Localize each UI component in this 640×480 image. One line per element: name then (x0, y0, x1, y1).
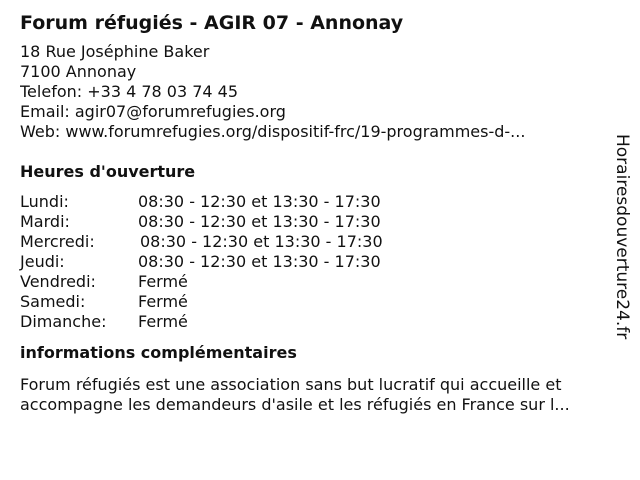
site-watermark: Horairesdouverture24.fr (612, 134, 632, 340)
hours-day: Dimanche: (20, 312, 107, 331)
info-line: Forum réfugiés est une association sans but lucratif qui accueille et (20, 375, 562, 394)
hours-table (20, 192, 620, 332)
hours-heading: Heures d'ouverture (20, 162, 196, 181)
street-address: 18 Rue Joséphine Baker (20, 42, 210, 61)
info-line: accompagne les demandeurs d'asile et les réfugiés en France sur l... (20, 395, 570, 414)
address-block (20, 42, 620, 142)
city-address: 7100 Annonay (20, 62, 137, 81)
hours-time: Fermé (138, 292, 188, 311)
hours-row (20, 212, 620, 232)
hours-day: Samedi: (20, 292, 86, 311)
email-line: Email: agir07@forumrefugies.org (20, 102, 286, 121)
hours-day: Mardi: (20, 212, 70, 231)
hours-time: 08:30 - 12:30 et 13:30 - 17:30 (138, 212, 381, 231)
hours-row (20, 272, 620, 292)
hours-row (20, 192, 620, 212)
hours-time: 08:30 - 12:30 et 13:30 - 17:30 (140, 232, 383, 251)
hours-time: Fermé (138, 312, 188, 331)
hours-row (20, 252, 620, 272)
hours-day: Jeudi: (20, 252, 65, 271)
page-title: Forum réfugiés - AGIR 07 - Annonay (20, 12, 404, 34)
web-line: Web: www.forumrefugies.org/dispositif-frc/19-programmes-d-... (20, 122, 526, 141)
hours-day: Lundi: (20, 192, 69, 211)
hours-row (20, 292, 620, 312)
phone-line: Telefon: +33 4 78 03 74 45 (20, 82, 239, 101)
hours-time: 08:30 - 12:30 et 13:30 - 17:30 (138, 252, 381, 271)
hours-row (20, 312, 620, 332)
hours-day: Vendredi: (20, 272, 96, 291)
info-description (20, 375, 620, 415)
hours-time: Fermé (138, 272, 188, 291)
hours-time: 08:30 - 12:30 et 13:30 - 17:30 (138, 192, 381, 211)
listing-card (20, 10, 620, 415)
info-heading: informations complémentaires (20, 343, 297, 362)
hours-day: Mercredi: (20, 232, 95, 251)
hours-row (20, 232, 620, 252)
